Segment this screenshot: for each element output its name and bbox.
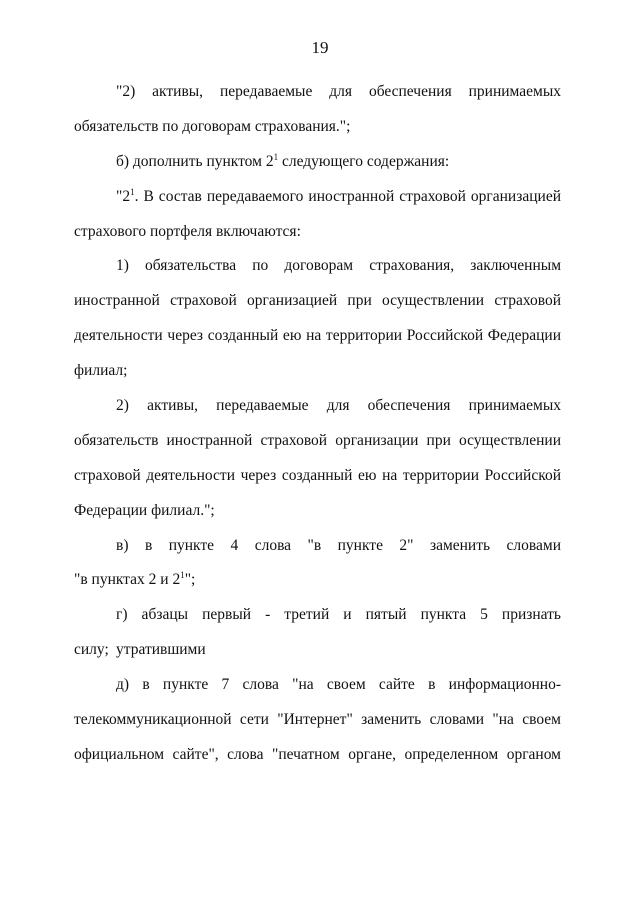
text-line bbox=[74, 563, 561, 598]
text-line bbox=[74, 424, 561, 459]
line-text: страховой деятельности через созданный ею на территории Российской bbox=[74, 466, 561, 484]
line-text: следующего содержания: bbox=[278, 152, 450, 170]
line-text: обязательств по договорам страхования."; bbox=[74, 117, 351, 135]
line-text: "2 bbox=[116, 187, 131, 205]
line-text: "2) активы, передаваемые для обеспечения принимаемых bbox=[116, 83, 561, 100]
text-line bbox=[74, 75, 561, 110]
text-line bbox=[74, 215, 561, 250]
text-line bbox=[74, 354, 561, 389]
text-line bbox=[74, 110, 561, 145]
text-line bbox=[74, 145, 561, 180]
line-text: страхового портфеля включаются: bbox=[74, 222, 301, 240]
line-text: филиал; bbox=[74, 362, 128, 380]
text-line bbox=[74, 249, 561, 284]
text-line bbox=[74, 284, 561, 319]
text-line bbox=[74, 389, 561, 424]
line-text: иностранной страховой организацией при осуществлении страховой bbox=[74, 292, 561, 310]
line-text: 2) активы, передаваемые для обеспечения принимаемых bbox=[116, 397, 561, 415]
text-line bbox=[74, 668, 561, 703]
text-line bbox=[74, 319, 561, 354]
text-line bbox=[74, 738, 561, 773]
line-text: Федерации филиал."; bbox=[74, 501, 215, 519]
line-text: телекоммуникационной сети "Интернет" заменить словами "на своем bbox=[74, 711, 561, 729]
line-text: в) в пункте 4 слова "в пункте 2" заменить словами bbox=[116, 536, 561, 554]
line-text: обязательств иностранной страховой организации при осуществлении bbox=[74, 431, 561, 449]
text-line bbox=[74, 494, 561, 529]
line-text: "; bbox=[184, 571, 196, 589]
line-text: официальном сайте", слова "печатном органе, определенном органом bbox=[74, 745, 561, 763]
body-text bbox=[74, 75, 561, 773]
line-text: б) дополнить пунктом 2 bbox=[116, 152, 274, 170]
line-text: деятельности через созданный ею на территории Российской Федерации bbox=[74, 327, 561, 345]
superscript: 1 bbox=[130, 186, 135, 197]
superscript: 1 bbox=[180, 570, 185, 581]
line-text: 1) обязательства по договорам страхования, заключенным bbox=[116, 257, 561, 275]
text-line bbox=[74, 529, 561, 564]
page-number: 19 bbox=[311, 38, 329, 57]
text-line bbox=[74, 180, 561, 215]
line-text: "в пунктах 2 и 2 bbox=[74, 571, 181, 589]
line-text: силу; bbox=[74, 641, 109, 659]
text-line bbox=[74, 459, 561, 494]
text-line bbox=[74, 703, 561, 738]
superscript: 1 bbox=[273, 151, 279, 162]
line-text: г) абзацы первый - третий и пятый пункта 5 признать утратившими bbox=[116, 606, 561, 659]
line-text: д) в пункте 7 слова "на своем сайте в информационно- bbox=[116, 676, 561, 694]
line-text: . В состав передаваемого иностранной страховой организацией bbox=[134, 187, 561, 205]
